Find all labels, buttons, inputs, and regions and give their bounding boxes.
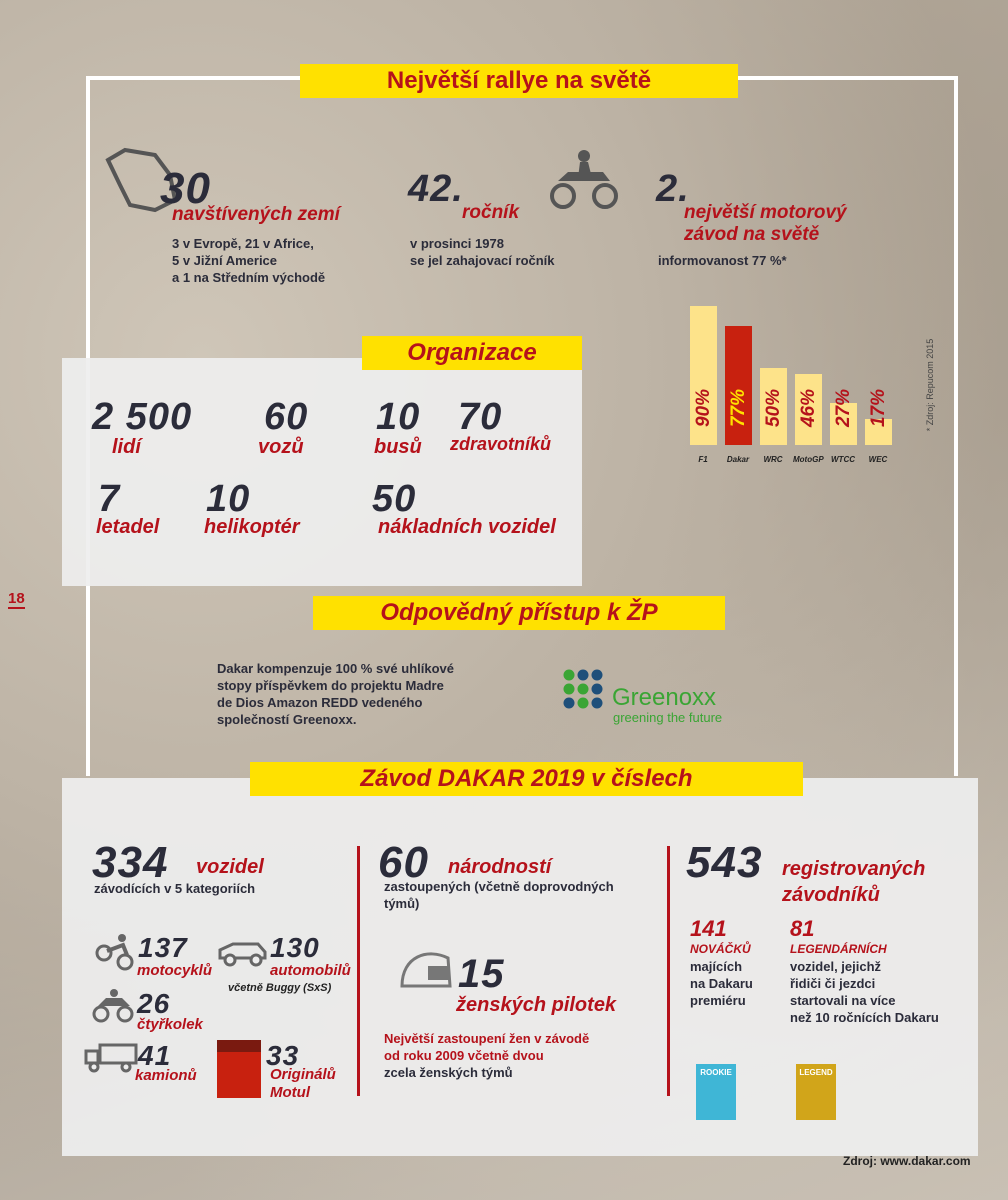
logo-dot	[592, 698, 603, 709]
chart-source: * Zdroj: Repucom 2015	[925, 338, 935, 432]
env-text	[217, 660, 454, 728]
cars-note: včetně Buggy (SxS)	[228, 982, 332, 994]
desc-line: v prosinci 1978	[410, 236, 504, 251]
desc-line: 5 v Jižní Americe	[172, 253, 278, 268]
quad-rider-icon	[548, 148, 620, 212]
motul-value: 33	[266, 1040, 300, 1071]
logo-motogp: MotoGP	[793, 455, 824, 464]
rookie-desc	[690, 958, 753, 1009]
text-line: od roku 2009 včetně dvou	[384, 1048, 544, 1063]
nations-value: 60	[378, 838, 429, 887]
logo-wec: WEC	[868, 455, 888, 464]
bar-label: 27%	[832, 388, 854, 428]
quad-icon	[92, 988, 134, 1024]
stat-rank-value: 2.	[656, 168, 690, 210]
section-title-rallye: Největší rallye na světě	[300, 64, 738, 98]
badge-label: LEGEND	[799, 1068, 833, 1077]
nations-desc	[384, 878, 614, 912]
text-line: stopy příspěvkem do projektu Madre	[217, 678, 444, 693]
bar-motogp	[795, 374, 822, 445]
divider	[357, 846, 360, 1096]
bar-wtcc	[830, 388, 857, 445]
org-planes-label: letadel	[96, 516, 160, 538]
org-buses-label: busů	[374, 436, 422, 458]
motorcycles-label: motocyklů	[137, 962, 213, 979]
bar-label: 46%	[797, 388, 819, 428]
greenoxx-logo-name: Greenoxx	[612, 684, 717, 711]
badge-label: ROOKIE	[700, 1068, 732, 1077]
text-line: řidiči či jezdci	[790, 976, 876, 991]
org-helicopters-value: 10	[206, 478, 251, 520]
motorcycle-icon	[95, 933, 135, 971]
text-line: Největší zastoupení žen v závodě	[384, 1031, 590, 1046]
bar-label: 50%	[762, 388, 784, 428]
logo-f1: F1	[698, 455, 708, 464]
trucks-value: 41	[138, 1040, 172, 1071]
text-line: zastoupených (včetně doprovodných	[384, 879, 614, 894]
cars-label: automobilů	[270, 962, 351, 979]
stat-countries-label: navštívených zemí	[172, 204, 340, 225]
logo-dot	[592, 670, 603, 681]
logo-wrc: WRC	[763, 455, 783, 464]
logo-dakar: Dakar	[726, 455, 750, 464]
desc-line: se jel zahajovací ročník	[410, 253, 555, 268]
logo-dot	[578, 698, 589, 709]
quads-value: 26	[137, 988, 171, 1019]
org-cars-label: vozů	[258, 436, 304, 458]
stat-edition-desc	[410, 235, 555, 269]
chart-logos	[690, 455, 910, 475]
greenoxx-logo-tagline: greening the future	[613, 710, 723, 725]
riders-label: registrovaných závodníků	[782, 858, 926, 906]
vehicles-desc: závodících v 5 kategoriích	[94, 881, 256, 896]
desc-line: a 1 na Středním východě	[172, 270, 326, 285]
logo-dot	[578, 684, 589, 695]
vehicles-value: 334	[92, 838, 169, 887]
logo-dot	[564, 698, 575, 709]
logo-dot	[578, 670, 589, 681]
org-medics-value: 70	[458, 396, 503, 438]
text-line: startovali na více	[790, 993, 896, 1008]
women-desc	[384, 1030, 589, 1081]
bar-wrc	[760, 368, 787, 446]
org-people-value: 2 500	[92, 396, 193, 438]
truck-icon	[84, 1043, 138, 1073]
logo-dot	[592, 684, 603, 695]
text-line: než 10 ročnících Dakaru	[790, 1010, 939, 1025]
legend-desc	[790, 958, 939, 1026]
bar-label: 77%	[727, 388, 749, 428]
text-line: Dakar kompenzuje 100 % své uhlíkové	[217, 661, 454, 676]
motorcycles-value: 137	[138, 932, 188, 963]
text-line: premiéru	[690, 993, 746, 1008]
section-title-dakar2019: Závod DAKAR 2019 v číslech	[250, 762, 803, 796]
riders-value: 543	[686, 838, 763, 887]
divider	[667, 846, 670, 1096]
logo-dot	[564, 684, 575, 695]
org-people-label: lidí	[112, 436, 141, 458]
text-line: týmů)	[384, 896, 420, 911]
legend-badge	[796, 1064, 836, 1120]
text-line: majících	[690, 959, 743, 974]
stat-rank-label: největší motorový závod na světě	[684, 202, 847, 245]
section-title-env: Odpovědný přístup k ŽP	[313, 596, 725, 630]
bar-label: 90%	[692, 388, 714, 428]
trucks-label: kamionů	[135, 1067, 197, 1084]
org-helicopters-label: helikoptér	[204, 516, 300, 538]
text-line: společností Greenoxx.	[217, 712, 357, 727]
logo-dot	[564, 670, 575, 681]
text-line: de Dios Amazon REDD vedeného	[217, 695, 423, 710]
source-note: Zdroj: www.dakar.com	[843, 1154, 971, 1168]
text-line: vozidel, jejichž	[790, 959, 882, 974]
women-label: ženských pilotek	[456, 994, 617, 1016]
bar-f1	[690, 306, 717, 446]
desc-line: 3 v Evropě, 21 v Africe,	[172, 236, 314, 251]
text-line: na Dakaru	[690, 976, 753, 991]
page-number: 18	[8, 590, 25, 607]
bar-dakar	[725, 326, 752, 445]
org-planes-value: 7	[98, 478, 121, 520]
section-title-organizace: Organizace	[362, 336, 582, 370]
org-trucks-value: 50	[372, 478, 417, 520]
bar-label: 17%	[867, 388, 889, 428]
stat-edition-value: 42.	[408, 168, 464, 210]
car-icon	[218, 940, 268, 968]
legend-label: LEGENDÁRNÍCH	[790, 942, 887, 956]
motul-badge-icon	[217, 1040, 261, 1098]
org-cars-value: 60	[264, 396, 309, 438]
org-buses-value: 10	[376, 396, 421, 438]
stat-countries-desc	[172, 235, 325, 286]
text-line: zcela ženských týmů	[384, 1065, 513, 1080]
motul-label: Originálů Motul	[270, 1066, 336, 1101]
greenoxx-logo-icon	[562, 668, 604, 710]
helmet-icon	[398, 946, 456, 992]
cars-value: 130	[270, 932, 320, 963]
rookie-badge	[696, 1064, 736, 1120]
org-trucks-label: nákladních vozidel	[378, 516, 556, 538]
org-medics-label: zdravotníků	[450, 434, 552, 454]
rookie-value: 141	[690, 916, 727, 941]
stat-edition-label: ročník	[462, 202, 520, 223]
stat-countries-value: 30	[160, 164, 211, 213]
rookie-label: NOVÁČKŮ	[690, 942, 751, 956]
quads-label: čtyřkolek	[137, 1016, 203, 1033]
women-value: 15	[458, 952, 505, 996]
awareness-bar-chart	[690, 300, 910, 445]
vehicles-label: vozidel	[196, 856, 264, 878]
stat-rank-desc: informovanost 77 %*	[658, 253, 787, 268]
nations-label: národností	[448, 856, 552, 878]
legend-value: 81	[790, 916, 815, 941]
bar-wec	[865, 388, 892, 445]
organizace-panel	[62, 358, 582, 586]
logo-wtcc: WTCC	[831, 455, 855, 464]
